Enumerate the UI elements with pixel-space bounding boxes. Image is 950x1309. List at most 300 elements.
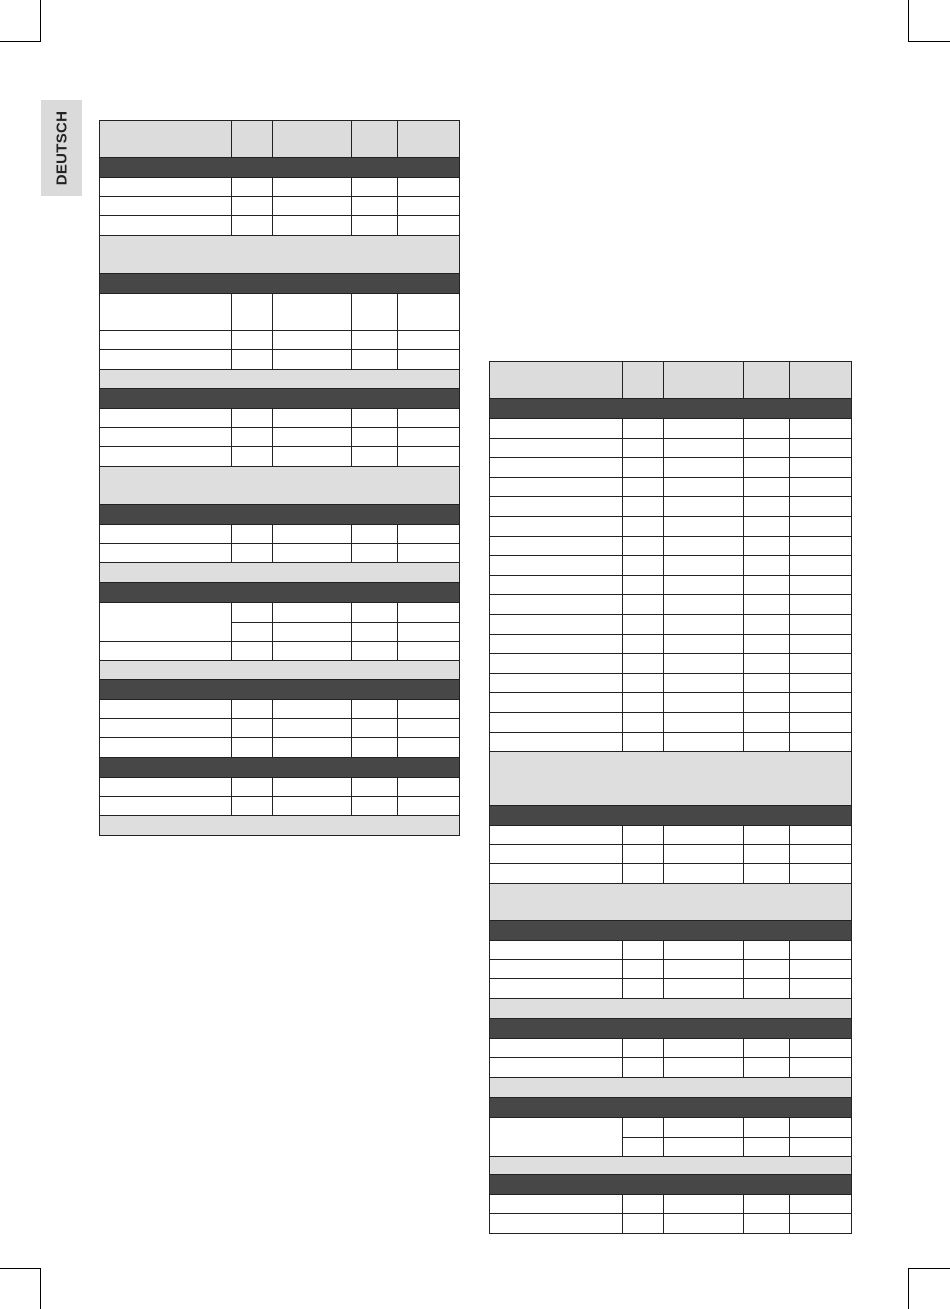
table-cell	[273, 447, 352, 467]
table-row	[490, 1058, 852, 1078]
table-row	[490, 941, 852, 960]
table-cell	[623, 419, 664, 439]
table-cell	[490, 1214, 623, 1234]
table-cell	[490, 575, 623, 595]
table-cell	[744, 1039, 790, 1058]
table-cell	[664, 712, 744, 732]
table-cell	[664, 1195, 744, 1214]
table-cell	[664, 941, 744, 960]
table-cell	[232, 797, 273, 816]
table-cell	[273, 294, 352, 331]
table-row	[490, 438, 852, 458]
table-cell	[790, 654, 852, 674]
table-cell	[744, 614, 790, 634]
crop-mark-top-left-v	[40, 0, 41, 42]
table-cell	[490, 634, 623, 654]
table-cell	[398, 719, 460, 738]
table-cell	[664, 673, 744, 693]
table-cell	[100, 738, 232, 758]
table-row	[100, 603, 460, 623]
table-row	[490, 654, 852, 674]
table-cell	[273, 350, 352, 370]
section-header-cell	[100, 680, 460, 700]
table-cell	[490, 693, 623, 713]
table-cell	[623, 1195, 664, 1214]
column-header-cell	[744, 362, 790, 399]
table-cell	[490, 419, 623, 439]
table-cell	[623, 673, 664, 693]
table-cell	[790, 941, 852, 960]
note-row	[490, 1157, 852, 1175]
table-cell	[273, 178, 352, 197]
table-cell	[790, 864, 852, 884]
table-cell	[623, 1039, 664, 1058]
table-cell	[744, 1137, 790, 1157]
section-header-cell	[100, 758, 460, 778]
table-cell	[232, 178, 273, 197]
table-row	[100, 778, 460, 797]
section-header-row	[490, 399, 852, 419]
table-cell	[490, 614, 623, 634]
crop-mark-top-left-h	[0, 41, 41, 42]
crop-mark-bottom-left-h	[0, 1268, 41, 1269]
table-cell	[790, 634, 852, 654]
table-cell	[398, 544, 460, 563]
table-cell	[352, 603, 398, 623]
section-header-row	[100, 505, 460, 525]
table-cell	[744, 1195, 790, 1214]
table-cell	[790, 477, 852, 497]
table-row	[490, 458, 852, 478]
table-row	[490, 845, 852, 864]
table-cell	[790, 732, 852, 752]
column-header-cell	[100, 121, 232, 158]
table-cell	[790, 1058, 852, 1078]
note-cell	[100, 563, 460, 583]
section-header-row	[100, 274, 460, 294]
table-cell	[490, 1039, 623, 1058]
table-cell	[744, 497, 790, 517]
table-row	[490, 1118, 852, 1138]
table-row	[490, 516, 852, 536]
table-cell	[352, 409, 398, 428]
table-cell	[232, 642, 273, 661]
table-cell	[398, 622, 460, 642]
table-cell	[100, 525, 232, 544]
table-cell	[490, 960, 623, 979]
table-cell	[664, 654, 744, 674]
table-cell	[664, 864, 744, 884]
note-cell	[100, 661, 460, 680]
table-cell	[790, 556, 852, 576]
table-cell	[232, 409, 273, 428]
section-header-cell	[100, 274, 460, 294]
section-header-cell	[490, 399, 852, 419]
section-header-row	[100, 680, 460, 700]
table-cell	[398, 797, 460, 816]
note-row	[490, 1078, 852, 1098]
table-cell	[398, 738, 460, 758]
table-cell	[273, 642, 352, 661]
table-cell	[398, 197, 460, 216]
table-cell	[623, 556, 664, 576]
table-cell	[664, 1058, 744, 1078]
table-cell	[273, 197, 352, 216]
table-cell	[398, 700, 460, 719]
table-cell	[744, 979, 790, 999]
table-cell	[100, 700, 232, 719]
table-row	[100, 447, 460, 467]
table-cell	[398, 350, 460, 370]
table-cell	[744, 556, 790, 576]
language-tab-label: DEUTSCH	[53, 110, 70, 186]
section-header-cell	[490, 1175, 852, 1195]
table-row	[100, 544, 460, 563]
section-header-row	[490, 1098, 852, 1118]
table-cell	[623, 693, 664, 713]
section-header-row	[490, 806, 852, 826]
table-cell	[232, 738, 273, 758]
table-row	[100, 700, 460, 719]
table-cell	[398, 294, 460, 331]
table-cell	[100, 428, 232, 447]
table-row	[100, 525, 460, 544]
table-cell	[623, 1058, 664, 1078]
table-row	[490, 614, 852, 634]
table-cell	[490, 1195, 623, 1214]
table-cell	[664, 1214, 744, 1234]
note-cell	[100, 816, 460, 836]
table-row	[490, 826, 852, 845]
table-cell	[623, 732, 664, 752]
table-header-row	[100, 121, 460, 158]
table-row	[100, 428, 460, 447]
table-cell	[664, 960, 744, 979]
note-cell	[100, 370, 460, 389]
table-cell	[398, 216, 460, 236]
table-cell	[623, 826, 664, 845]
section-header-cell	[490, 1098, 852, 1118]
table-cell	[490, 826, 623, 845]
table-row	[490, 732, 852, 752]
table-cell	[744, 941, 790, 960]
table-cell	[490, 556, 623, 576]
left-table	[99, 120, 460, 836]
table-row	[490, 712, 852, 732]
column-header-cell	[623, 362, 664, 399]
table-cell	[352, 294, 398, 331]
table-cell	[100, 294, 232, 331]
language-tab	[41, 100, 82, 196]
table-cell	[100, 331, 232, 350]
note-row	[490, 752, 852, 806]
table-cell	[273, 603, 352, 623]
table-cell	[398, 331, 460, 350]
table-cell	[100, 797, 232, 816]
table-cell	[623, 1214, 664, 1234]
table-cell	[352, 525, 398, 544]
table-cell	[273, 797, 352, 816]
table-cell	[273, 719, 352, 738]
table-row	[490, 595, 852, 615]
table-cell	[100, 216, 232, 236]
table-cell	[623, 941, 664, 960]
note-row	[100, 236, 460, 274]
column-header-cell	[790, 362, 852, 399]
table-cell	[232, 447, 273, 467]
table-row	[490, 673, 852, 693]
table-cell	[790, 516, 852, 536]
table-cell	[790, 614, 852, 634]
table-row	[490, 477, 852, 497]
table-cell	[490, 458, 623, 478]
table-cell	[790, 845, 852, 864]
note-cell	[100, 467, 460, 505]
table-cell	[232, 622, 273, 642]
table-cell	[790, 826, 852, 845]
table-cell	[664, 614, 744, 634]
table-cell	[623, 595, 664, 615]
table-cell	[790, 1137, 852, 1157]
table-row	[100, 409, 460, 428]
table-row	[490, 556, 852, 576]
table-cell	[232, 719, 273, 738]
table-cell	[352, 428, 398, 447]
crop-mark-bottom-left-v	[40, 1268, 41, 1309]
table-row	[490, 1039, 852, 1058]
note-row	[490, 999, 852, 1019]
table-cell	[790, 673, 852, 693]
table-row	[490, 497, 852, 517]
note-row	[100, 816, 460, 836]
table-cell	[352, 331, 398, 350]
table-cell	[664, 693, 744, 713]
table-row	[100, 331, 460, 350]
table-cell	[744, 477, 790, 497]
table-cell	[490, 516, 623, 536]
table-cell	[623, 458, 664, 478]
section-header-cell	[490, 1019, 852, 1039]
table-cell	[623, 516, 664, 536]
table-cell	[490, 864, 623, 884]
table-cell	[623, 960, 664, 979]
table-cell	[664, 845, 744, 864]
table-cell	[490, 497, 623, 517]
table-cell	[490, 712, 623, 732]
table-cell	[744, 438, 790, 458]
table-cell	[398, 778, 460, 797]
note-cell	[490, 999, 852, 1019]
table-cell	[232, 197, 273, 216]
table-cell	[100, 178, 232, 197]
table-cell	[273, 331, 352, 350]
table-cell	[352, 778, 398, 797]
table-cell	[744, 826, 790, 845]
table-cell	[100, 447, 232, 467]
section-header-row	[490, 921, 852, 941]
section-header-row	[490, 1019, 852, 1039]
table-cell	[790, 712, 852, 732]
table-cell	[232, 216, 273, 236]
table-cell	[398, 428, 460, 447]
table-cell	[623, 1118, 664, 1138]
table-row	[490, 979, 852, 999]
section-header-cell	[100, 583, 460, 603]
table-cell	[398, 525, 460, 544]
table-cell	[664, 575, 744, 595]
note-cell	[490, 752, 852, 806]
table-row	[490, 1195, 852, 1214]
table-cell	[352, 700, 398, 719]
table-cell	[744, 960, 790, 979]
section-header-cell	[490, 921, 852, 941]
table-row	[100, 350, 460, 370]
table-cell	[623, 654, 664, 674]
table-cell	[232, 428, 273, 447]
table-cell	[232, 331, 273, 350]
note-cell	[490, 1157, 852, 1175]
table-cell	[623, 536, 664, 556]
table-cell	[664, 1137, 744, 1157]
section-header-row	[100, 389, 460, 409]
table-cell	[664, 1039, 744, 1058]
table-cell	[490, 536, 623, 556]
table-cell	[490, 1118, 623, 1157]
table-cell	[790, 693, 852, 713]
table-cell	[664, 595, 744, 615]
table-cell	[273, 622, 352, 642]
crop-mark-top-right-v	[908, 0, 909, 42]
table-cell	[273, 544, 352, 563]
table-row	[100, 294, 460, 331]
table-cell	[623, 497, 664, 517]
table-cell	[100, 350, 232, 370]
table-cell	[744, 1058, 790, 1078]
table-row	[490, 419, 852, 439]
table-cell	[273, 409, 352, 428]
table-cell	[273, 216, 352, 236]
table-cell	[664, 536, 744, 556]
table-cell	[100, 778, 232, 797]
note-row	[490, 884, 852, 921]
table-cell	[398, 178, 460, 197]
table-cell	[790, 1118, 852, 1138]
crop-mark-top-right-h	[908, 41, 950, 42]
table-cell	[664, 556, 744, 576]
table-cell	[744, 634, 790, 654]
table-row	[490, 1214, 852, 1234]
table-cell	[664, 826, 744, 845]
table-row	[490, 960, 852, 979]
table-cell	[273, 738, 352, 758]
table-cell	[790, 595, 852, 615]
table-cell	[744, 516, 790, 536]
table-cell	[232, 700, 273, 719]
table-cell	[352, 622, 398, 642]
table-cell	[790, 575, 852, 595]
table-cell	[232, 544, 273, 563]
section-header-cell	[100, 389, 460, 409]
table-cell	[790, 438, 852, 458]
table-cell	[100, 719, 232, 738]
table-cell	[744, 1214, 790, 1234]
table-cell	[623, 438, 664, 458]
table-header-row	[490, 362, 852, 399]
table-cell	[623, 614, 664, 634]
table-cell	[352, 719, 398, 738]
table-cell	[664, 458, 744, 478]
note-cell	[490, 884, 852, 921]
table-cell	[398, 447, 460, 467]
crop-mark-bottom-right-v	[908, 1268, 909, 1309]
note-row	[100, 563, 460, 583]
table-cell	[790, 419, 852, 439]
table-cell	[398, 642, 460, 661]
table-cell	[623, 1137, 664, 1157]
table-cell	[664, 979, 744, 999]
table-cell	[790, 1195, 852, 1214]
table-cell	[623, 634, 664, 654]
section-header-cell	[490, 806, 852, 826]
table-row	[100, 197, 460, 216]
table-cell	[744, 845, 790, 864]
table-cell	[664, 634, 744, 654]
table-cell	[490, 595, 623, 615]
note-row	[100, 370, 460, 389]
note-row	[100, 661, 460, 680]
note-row	[100, 467, 460, 505]
table-cell	[623, 845, 664, 864]
table-cell	[232, 603, 273, 623]
column-header-cell	[352, 121, 398, 158]
section-header-row	[490, 1175, 852, 1195]
table-cell	[232, 294, 273, 331]
table-cell	[490, 1058, 623, 1078]
table-row	[100, 719, 460, 738]
table-row	[490, 693, 852, 713]
table-cell	[100, 409, 232, 428]
table-cell	[664, 732, 744, 752]
right-table	[489, 361, 852, 1234]
table-cell	[664, 1118, 744, 1138]
table-cell	[490, 732, 623, 752]
table-cell	[352, 447, 398, 467]
section-header-row	[100, 583, 460, 603]
table-row	[100, 797, 460, 816]
table-cell	[664, 438, 744, 458]
table-cell	[352, 216, 398, 236]
table-row	[100, 738, 460, 758]
table-cell	[744, 1118, 790, 1138]
table-row	[490, 634, 852, 654]
table-cell	[664, 419, 744, 439]
table-cell	[744, 536, 790, 556]
table-cell	[232, 350, 273, 370]
table-cell	[273, 778, 352, 797]
section-header-cell	[100, 505, 460, 525]
table-cell	[623, 575, 664, 595]
table-cell	[623, 979, 664, 999]
table-cell	[273, 700, 352, 719]
table-cell	[100, 603, 232, 642]
table-cell	[744, 864, 790, 884]
table-cell	[744, 732, 790, 752]
table-cell	[790, 536, 852, 556]
table-cell	[398, 603, 460, 623]
table-cell	[623, 712, 664, 732]
table-cell	[664, 477, 744, 497]
table-cell	[352, 350, 398, 370]
